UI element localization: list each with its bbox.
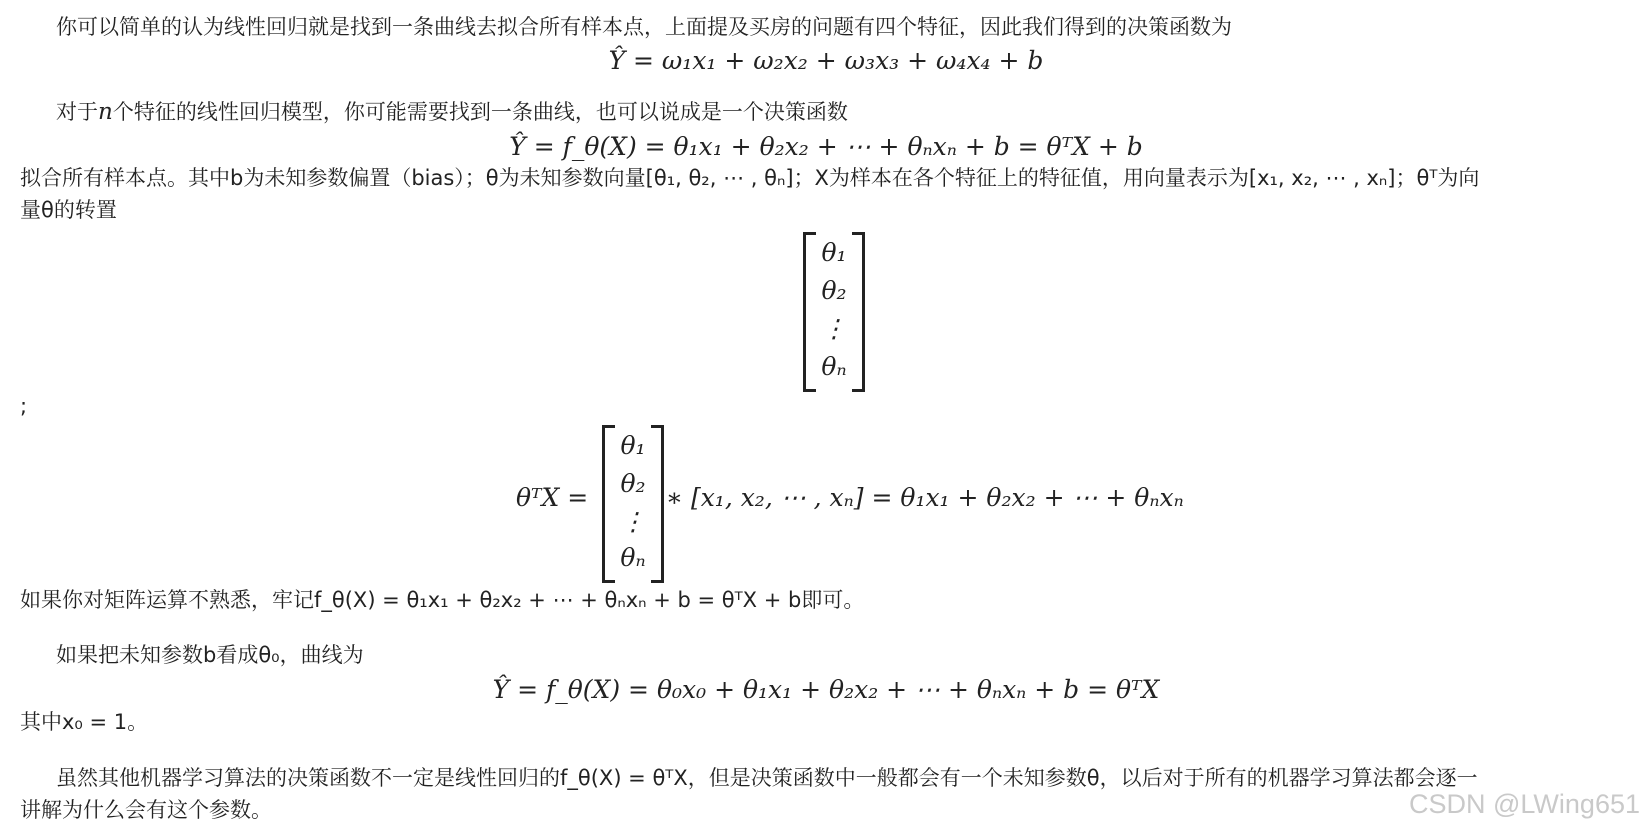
- paragraph-conclusion-line1: 虽然其他机器学习算法的决策函数不一定是线性回归的f_θ(X) = θᵀX，但是决策函数中一般都会有一个未知参数θ，以后对于所有的机器学习算法都会逐一: [56, 766, 1478, 790]
- matrix-cell: θ₂: [620, 469, 646, 498]
- matrix-cell: ⋮: [821, 314, 847, 343]
- theta-column-vector: [803, 232, 865, 392]
- equation-transpose-right: ∗ [x₁, x₂, ⋯ , xₙ] = θ₁x₁ + θ₂x₂ + ⋯ + θₙxₙ: [666, 483, 1184, 512]
- matrix-cell: θ₁: [821, 238, 847, 267]
- matrix-cell: θ₁: [620, 431, 646, 460]
- matrix-cell: θₙ: [821, 352, 847, 381]
- csdn-watermark: CSDN @LWing651: [1409, 789, 1640, 819]
- paragraph-parameters-line1: 拟合所有样本点。其中b为未知参数偏置（bias）；θ为未知参数向量[θ₁, θ₂, ⋯ , θₙ]；X为样本在各个特征上的特征值，用向量表示为[x₁, x₂, ⋯ , xₙ]；θᵀ为向: [20, 166, 1480, 190]
- paragraph-intro: 你可以简单的认为线性回归就是找到一条曲线去拟合所有样本点，上面提及买房的问题有四个特征，因此我们得到的决策函数为: [56, 15, 1232, 39]
- paragraph-parameters-line2: 量θ的转置: [20, 198, 117, 222]
- equation-transpose-left: θᵀX =: [516, 483, 589, 512]
- paragraph-matrix-reminder: 如果你对矩阵运算不熟悉，牢记f_θ(X) = θ₁x₁ + θ₂x₂ + ⋯ + θₙxₙ + b = θᵀX + b即可。: [20, 588, 865, 612]
- paragraph-n-features: [56, 97, 848, 127]
- equation-with-theta-zero: Ŷ = f_θ(X) = θ₀x₀ + θ₁x₁ + θ₂x₂ + ⋯ + θₙxₙ + b = θᵀX: [492, 675, 1160, 704]
- semicolon: ;: [20, 394, 28, 418]
- theta-column-vector-product: [602, 425, 664, 583]
- paragraph-n-features-prefix: 对于: [56, 100, 98, 124]
- equation-decision-function: Ŷ = f_θ(X) = θ₁x₁ + θ₂x₂ + ⋯ + θₙxₙ + b = θᵀX + b: [509, 132, 1143, 161]
- matrix-cell: θₙ: [620, 543, 646, 572]
- paragraph-x0: 其中x₀ = 1。: [20, 710, 149, 734]
- equation-four-features: Ŷ = ω₁x₁ + ω₂x₂ + ω₃x₃ + ω₄x₄ + b: [608, 46, 1044, 75]
- paragraph-n-features-suffix: 个特征的线性回归模型，你可能需要找到一条曲线，也可以说成是一个决策函数: [112, 100, 848, 124]
- variable-n: n: [98, 99, 113, 125]
- matrix-cell: θ₂: [821, 276, 847, 305]
- paragraph-conclusion-line2: 讲解为什么会有这个参数。: [20, 798, 272, 822]
- paragraph-theta-zero: 如果把未知参数b看成θ₀，曲线为: [56, 643, 364, 667]
- matrix-cell: ⋮: [620, 507, 646, 536]
